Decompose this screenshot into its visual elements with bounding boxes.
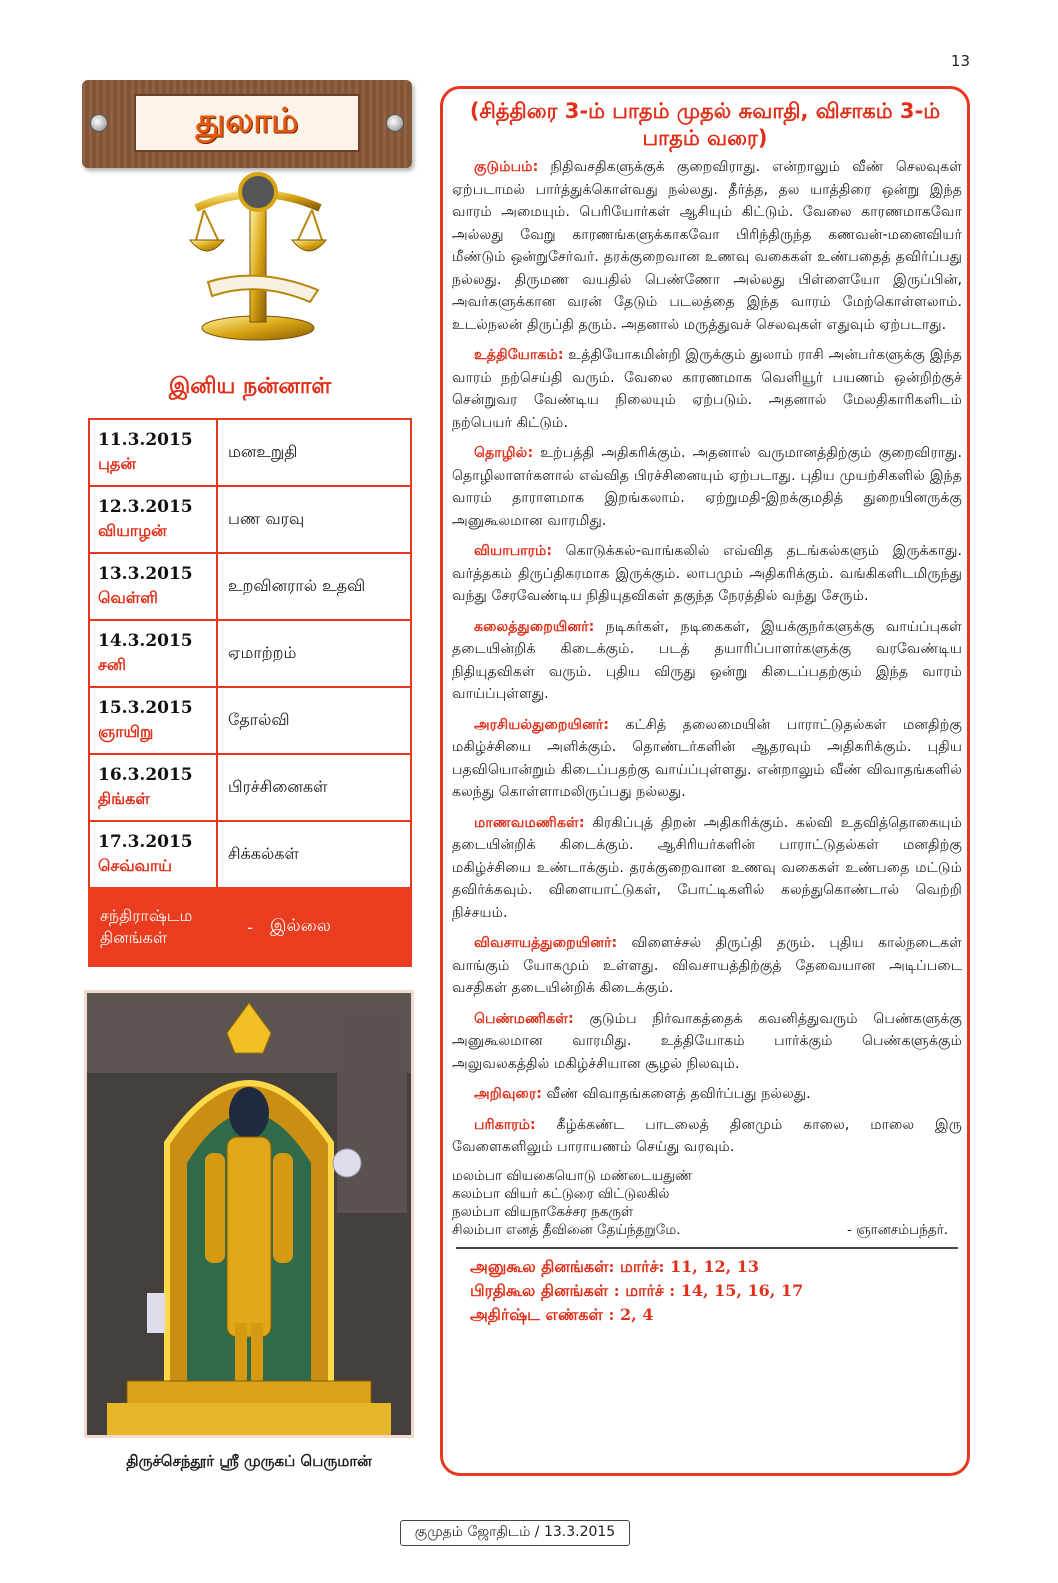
image-caption: திருச்செந்தூர் ஸ்ரீ முருகப் பெருமான்: [126, 1452, 372, 1470]
date: 14.3.2015: [98, 631, 193, 651]
section-text: விளைச்சல் திருப்தி தரும். புதிய கால்நடைகள் வாங்கும் யோகமும் உள்ளது. விவசாயத்திற்குத் தேவையான அடிப்படை வசதிகள் தடையின்றிக் கிடைக்கும்.: [452, 935, 962, 996]
prediction-text: [452, 156, 962, 1327]
date: 17.3.2015: [98, 832, 193, 852]
prediction-section: [452, 714, 962, 804]
section-heading: தொழில்:: [474, 445, 534, 461]
section-text: கீழ்க்கண்ட பாடலைத் தினமும் காலை, மாலை இரு வேளைகளிலும் பாராயணம் செய்து வரவும்.: [452, 1116, 962, 1155]
section-heading: விவசாயத்துறையினர்:: [474, 935, 618, 951]
murugan-image: [84, 990, 414, 1438]
section-heading: உத்தியோகம்:: [474, 347, 564, 363]
chandrashtama-value: இல்லை: [270, 916, 331, 936]
date: 12.3.2015: [98, 497, 193, 517]
poem-line: சிலம்பா எனத் தீவினை தேய்ந்தறுமே.: [452, 1221, 681, 1238]
date: 13.3.2015: [98, 564, 193, 584]
prediction-section: [452, 540, 962, 608]
day-prediction: சிக்கல்கள்: [217, 821, 411, 888]
weekday: ஞாயிறு: [98, 722, 154, 741]
prediction-section: [452, 156, 962, 336]
weekday: சனி: [98, 655, 126, 674]
prediction-section: [452, 616, 962, 706]
prediction-section: [452, 344, 962, 434]
section-text: உற்பத்தி அதிகரிக்கும். அதனால் வருமானத்திற்கும் குறைவிராது. தொழிலாளர்களால் எவ்வித பிரச்சினையும் ஏற்படாது. புதிய முயற்சிகளில் இந்த வாரம் தாராளமாக இறங்கலாம். ஏற்றுமதி-இறக்குமதித் துறையினருக்கு அனுகூலமான வாரமிது.: [452, 445, 962, 529]
section-heading: பரிகாரம்:: [474, 1116, 536, 1133]
day-row: [89, 821, 411, 888]
date: 16.3.2015: [98, 765, 193, 785]
section-text: நடிகர்கள், நடிகைகள், இயக்குநர்களுக்கு வாய்ப்புகள் தடையின்றிக் கிடைக்கும். படத் தயாரிப்பாளர்களுக்கு வரவேண்டிய நிதியுதவிகள் வரும். புதிய விருது ஒன்று கிடைப்பதற்கும் இந்த வாரம் வாய்ப்புள்ளது.: [452, 618, 962, 702]
date-cell: [89, 419, 217, 486]
section-text: குடும்ப நிர்வாகத்தைக் கவனித்துவரும் பெண்களுக்கு அனுகூலமான வாரமிது. உத்தியோகம் பார்க்கும் பெண்களுக்கும் அலுவலகத்தில் மகிழ்ச்சியான சூழல் நிலவும்.: [452, 1010, 962, 1072]
screw-icon: [386, 114, 404, 132]
section-heading: பெண்மணிகள்:: [474, 1010, 574, 1027]
weekday: வியாழன்: [98, 521, 167, 540]
date: 15.3.2015: [98, 698, 193, 718]
weekday: திங்கள்: [98, 789, 150, 808]
sign-plaque: [82, 80, 412, 168]
section-heading: கலைத்துறையினர்:: [474, 618, 595, 635]
section-text: கொடுக்கல்-வாங்கலில் எவ்வித தடங்கல்களும் இருக்காது. வர்த்தகம் திருப்திகரமாக இருக்கும். லாபமும் அதிகரிக்கும். வங்கிகளிடமிருந்து வந்து சேரவேண்டிய நிதியுதவிகள் தகுந்த நேரத்தில் வந்து சேரும்.: [452, 543, 963, 604]
poem-author: - ஞானசம்பந்தர்.: [847, 1221, 948, 1238]
day-prediction: ஏமாற்றம்: [217, 620, 411, 687]
day-prediction: பிரச்சினைகள்: [217, 754, 411, 821]
content-title: (சித்திரை 3-ம் பாதம் முதல் சுவாதி, விசாகம் 3-ம் பாதம் வரை): [469, 99, 941, 151]
day-row: [89, 419, 411, 486]
libra-scales-icon: [188, 170, 328, 342]
weekday: வெள்ளி: [98, 588, 158, 607]
section-text: வீண் விவாதங்களைத் தவிர்ப்பது நல்லது.: [546, 1086, 811, 1102]
date-cell: [89, 486, 217, 553]
prediction-section: [452, 1114, 962, 1159]
chandrashtama-row: [88, 887, 412, 967]
day-row: [89, 620, 411, 687]
section-heading: அரசியல்துறையினர்:: [474, 716, 609, 733]
section-heading: குடும்பம்:: [474, 159, 539, 175]
good-days-table: [88, 418, 412, 889]
date: 11.3.2015: [98, 430, 193, 450]
date-cell: [89, 821, 217, 888]
weekday: புதன்: [98, 454, 136, 473]
unfavorable-days: பிரதிகூல தினங்கள் : மார்ச் : 14, 15, 16, 17: [470, 1280, 804, 1300]
poem: [452, 1167, 962, 1239]
section-text: கிரகிப்புத் திறன் அதிகரிக்கும். கல்வி உதவித்தொகையும் தடையின்றிக் கிடைக்கும். ஆசிரியர்களின் பாராட்டுதல்கள் மனதிற்கு மகிழ்ச்சியை உண்டாக்கும். தரக்குறைவான உணவு வகைகள் உண்பதை மட்டும் தவிர்க்கவும். விளையாட்டுகள், போட்டிகளில் கலந்துகொண்டால் வெற்றி நிச்சயம்.: [452, 814, 963, 921]
day-prediction: தோல்வி: [217, 687, 411, 754]
date-cell: [89, 553, 217, 620]
prediction-section: [452, 442, 962, 532]
day-prediction: மனஉறுதி: [217, 419, 411, 486]
prediction-section: [452, 1083, 962, 1106]
day-row: [89, 754, 411, 821]
page-number: 13: [950, 52, 970, 70]
divider: [456, 1247, 958, 1249]
date-cell: [89, 754, 217, 821]
day-row: [89, 687, 411, 754]
prediction-section: [452, 932, 962, 1000]
date-cell: [89, 687, 217, 754]
poem-line: நலம்பா வியநாகேச்சர நகருள்: [452, 1203, 634, 1220]
poem-line: கலம்பா வியர் கட்டுரை விட்டுலகில்: [452, 1185, 670, 1202]
day-row: [89, 486, 411, 553]
good-days-title: இனிய நன்னாள்: [168, 374, 332, 399]
section-text: நிதிவசதிகளுக்குக் குறைவிராது. என்றாலும் வீண் செலவுகள் ஏற்படாமல் பார்த்துக்கொள்வது நல்லது. தீர்த்த, தல யாத்திரை ஒன்று இந்த வாரம் அமையும். பெரியோர்கள் ஆசியும் கிட்டும். வேலை காரணமாகவோ அல்லது வேறு காரணங்களுக்காகவோ பிரிந்திருந்த கணவன்-மனைவியர் மீண்டும் ஒன்றுசேர்வர். தரக்குறைவான உணவு வகைகள் உண்பதைத் தவிர்ப்பது நல்லது. திருமண வயதில் பெண்ணோ அல்லது பிள்ளையோ இருப்பின், அவர்களுக்கான வரன் தேடும் படலத்தை இந்த வாரம் மேற்கொள்ளலாம். உடல்நலன் திருப்தி தரும். அதனால் மருத்துவச் செலவுகள் எதுவும் ஏற்படாது.: [452, 159, 962, 333]
deity-illustration: [87, 993, 411, 1435]
weekday: செவ்வாய்: [98, 856, 173, 875]
section-heading: மாணவமணிகள்:: [474, 814, 585, 831]
footer-issue: குமுதம் ஜோதிடம் / 13.3.2015: [400, 1520, 630, 1546]
chandrashtama-dash: -: [247, 917, 253, 937]
prediction-section: [452, 812, 962, 925]
poem-line: மலம்பா வியகையொடு மண்டையதுண்: [452, 1167, 693, 1184]
screw-icon: [90, 114, 108, 132]
dates-summary: [452, 1255, 962, 1327]
favorable-days: அனுகூல தினங்கள்: மார்ச்: 11, 12, 13: [470, 1256, 760, 1276]
date-cell: [89, 620, 217, 687]
chandrashtama-label: சந்திராஷ்டம தினங்கள்: [100, 905, 193, 947]
lucky-numbers: அதிர்ஷ்ட எண்கள் : 2, 4: [470, 1304, 654, 1324]
section-text: கட்சித் தலைமையின் பாராட்டுதல்கள் மனதிற்கு மகிழ்ச்சியை அளிக்கும். தொண்டர்களின் ஆதரவும் அதிகரிக்கும். புதிய பதவியொன்றும் கிடைப்பதற்கு வாய்ப்புள்ளது. என்றாலும் வீண் விவாதங்களில் கலந்து கொள்ளாமலிருப்பது நல்லது.: [452, 716, 962, 800]
section-text: உத்தியோகமின்றி இருக்கும் துலாம் ராசி அன்பர்களுக்கு இந்த வாரம் நற்செய்தி வரும். வேலை காரணமாக வெளியூர் பயணம் ஒன்றிற்குச் சென்றுவர வேண்டிய நிலையும் ஏற்படும். அதனால் மேலதிகாரிகளிடம் நற்பெயர் கிட்டும்.: [452, 347, 962, 431]
prediction-section: [452, 1008, 962, 1076]
section-heading: வியாபாரம்:: [474, 543, 553, 559]
day-row: [89, 553, 411, 620]
day-prediction: பண வரவு: [217, 486, 411, 553]
sign-name: துலாம்: [134, 94, 360, 152]
day-prediction: உறவினரால் உதவி: [217, 553, 411, 620]
section-heading: அறிவுரை:: [474, 1086, 542, 1102]
